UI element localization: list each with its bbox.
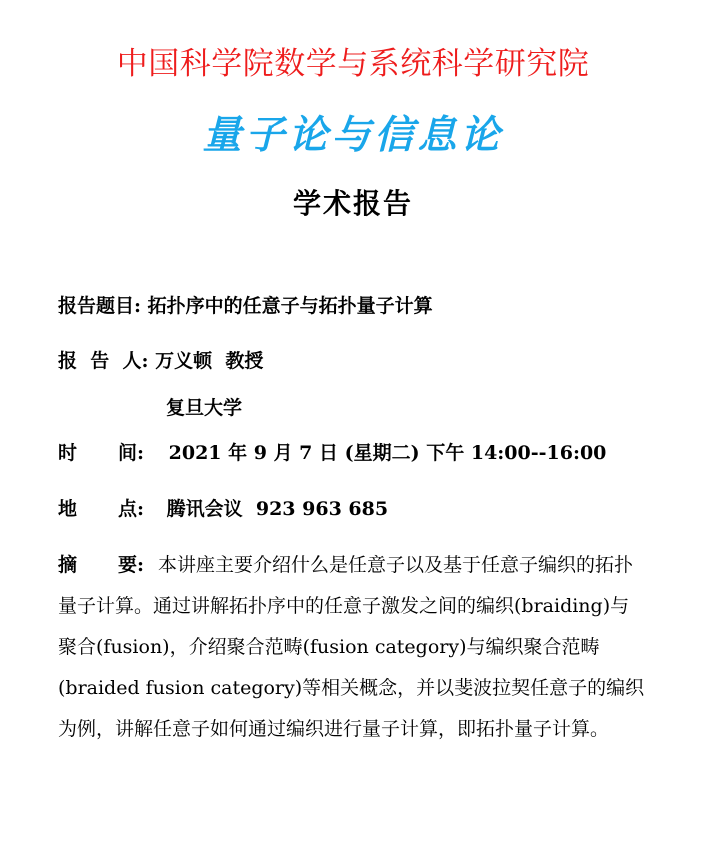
abstract-label-b: 要: bbox=[118, 554, 145, 576]
time-label-b: 间: bbox=[118, 442, 145, 464]
time-row bbox=[58, 438, 606, 465]
abstract-label-a: 摘 bbox=[58, 554, 78, 576]
time-value: 2021 年 9 月 7 日 (星期二) 下午 14:00--16:00 bbox=[168, 442, 607, 464]
time-label-a: 时 bbox=[58, 442, 78, 464]
place-value: 腾讯会议 923 963 685 bbox=[166, 498, 389, 520]
speaker-row bbox=[58, 346, 263, 373]
abstract-text: 本讲座主要介绍什么是任意子以及基于任意子编织的拓扑量子计算。通过讲解拓扑序中的任意子激发之间的编织(braiding)与聚合(fusion)，介绍聚合范畴(fusion category)与编织聚合范畴(braided fusion category)等相关概念，并以斐波拉契任意子的编织为例，讲解任意子如何通过编织进行量子计算，即拓扑量子计算。 bbox=[58, 554, 645, 740]
report-type-heading: 学术报告 bbox=[292, 187, 413, 220]
place-label-a: 地 bbox=[58, 498, 78, 520]
talk-title-row bbox=[58, 291, 433, 318]
speaker-label: 报 告 人: bbox=[58, 350, 149, 372]
talk-title-value: 拓扑序中的任意子与拓扑量子计算 bbox=[147, 295, 433, 317]
abstract-block bbox=[58, 545, 648, 750]
institute-name: 中国科学院数学与系统科学研究院 bbox=[116, 46, 590, 82]
speaker-affiliation: 复旦大学 bbox=[166, 397, 243, 419]
place-row bbox=[58, 494, 388, 521]
speaker-value: 万义顿 教授 bbox=[155, 350, 264, 372]
place-label-b: 点: bbox=[118, 498, 145, 520]
talk-title-label: 报告题目: bbox=[58, 295, 142, 317]
series-title: 量子论与信息论 bbox=[202, 112, 504, 158]
